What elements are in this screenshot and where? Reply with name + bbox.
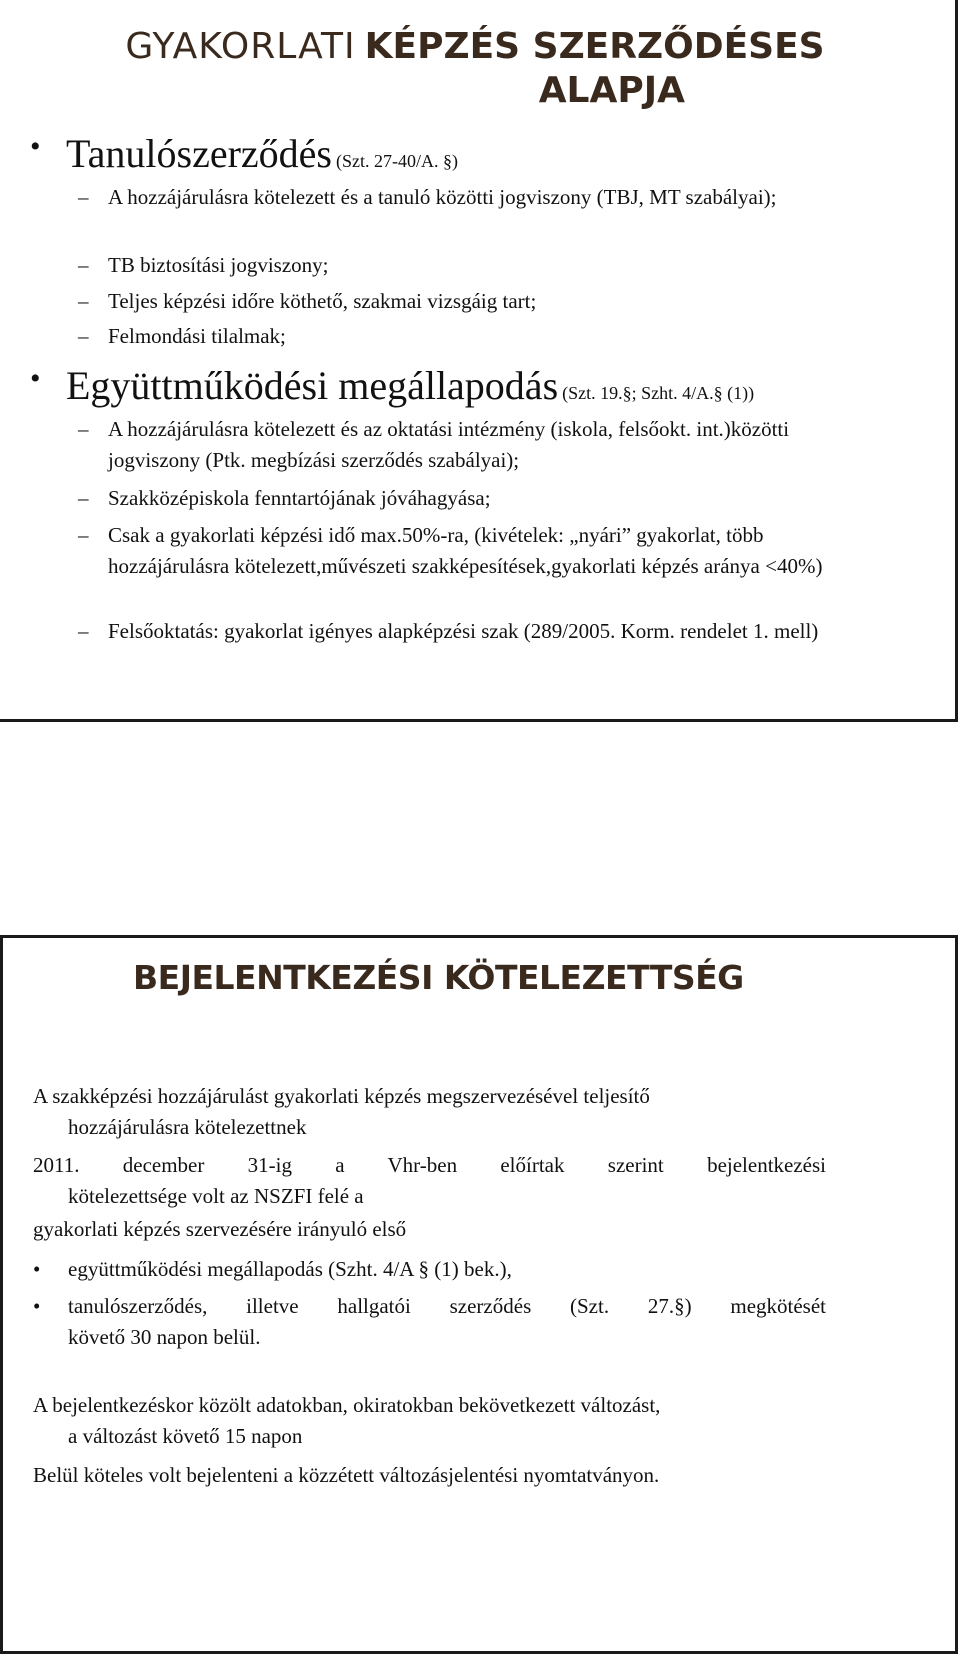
bullet-dot-icon: • bbox=[30, 362, 41, 395]
paragraph-1 bbox=[33, 1081, 863, 1143]
title-bold-part-1: KÉPZÉS SZERZŐDÉSES bbox=[364, 26, 825, 67]
sub-item-text: Csak a gyakorlati képzési idő max.50%-ra, (kivételek: „nyári” gyakorlat, több hozzájárulásra kötelezett,művészeti szakképesítések,gyakorlati képzés aránya <40%) bbox=[108, 523, 823, 578]
sub-item: – Felsőoktatás: gyakorlat igényes alapképzési szak (289/2005. Korm. rendelet 1. mell) bbox=[78, 616, 878, 647]
paragraph-3: gyakorlati képzés szervezésére irányuló első bbox=[33, 1217, 407, 1241]
list-item-text: tanulószerződés, illetve hallgatói szerződés (Szt. 27.§) megkötését bbox=[68, 1294, 826, 1318]
sub-item: – Felmondási tilalmak; bbox=[78, 321, 878, 352]
list-item-text-continued: követő 30 napon belül. bbox=[68, 1325, 261, 1349]
sub-item-text: A hozzájárulásra kötelezett és a tanuló közötti jogviszony (TBJ, MT szabályai); bbox=[108, 185, 777, 209]
title-light-part: GYAKORLATI bbox=[125, 26, 356, 67]
sub-item-text: Felsőoktatás: gyakorlat igényes alapképzési szak (289/2005. Korm. rendelet 1. mell) bbox=[108, 619, 819, 643]
paragraph-1-line-2: hozzájárulásra kötelezettnek bbox=[68, 1115, 307, 1139]
sub-item-text: Teljes képzési időre köthető, szakmai vizsgáig tart; bbox=[108, 289, 537, 313]
sub-item: – A hozzájárulásra kötelezett és a tanuló közötti jogviszony (TBJ, MT szabályai); bbox=[78, 182, 878, 213]
bullet-main-text: Tanulószerződés bbox=[66, 131, 332, 176]
bullet-ref-text: (Szt. 19.§; Szht. 4/A.§ (1)) bbox=[562, 383, 755, 403]
sub-item: – TB biztosítási jogviszony; bbox=[78, 250, 878, 281]
bullet-main-text: Együttműködési megállapodás bbox=[66, 363, 559, 408]
paragraph-1-line-1: A szakképzési hozzájárulást gyakorlati képzés megszervezésével teljesítő bbox=[33, 1084, 650, 1108]
slide-2-title: BEJELENTKEZÉSI KÖTELEZETTSÉG bbox=[133, 958, 744, 997]
bullet-ref-text: (Szt. 27-40/A. §) bbox=[335, 151, 458, 171]
sub-item-text: A hozzájárulásra kötelezett és az oktatási intézmény (iskola, felsőokt. int.)közötti jogviszony (Ptk. megbízási szerződés szabályai); bbox=[108, 417, 790, 472]
title-bold-part-2: ALAPJA bbox=[538, 70, 685, 111]
sub-item: – A hozzájárulásra kötelezett és az oktatási intézmény (iskola, felsőokt. int.)közötti jogviszony (Ptk. megbízási szerződés szabályai); bbox=[78, 414, 878, 476]
bullet-dot-icon: • bbox=[30, 130, 41, 163]
slide-2 bbox=[0, 935, 958, 1654]
paragraph-2 bbox=[33, 1150, 863, 1212]
paragraph-2-line-1: 2011. december 31-ig a Vhr-ben előírtak szerint bejelentkezési bbox=[33, 1153, 826, 1177]
sub-item-text: Felmondási tilalmak; bbox=[108, 324, 286, 348]
list-item-text: együttműködési megállapodás (Szht. 4/A § (1) bek.), bbox=[68, 1257, 512, 1281]
slide-1-title bbox=[125, 24, 825, 113]
sub-item: – Csak a gyakorlati képzési idő max.50%-ra, (kivételek: „nyári” gyakorlat, több hozzájárulásra kötelezett,művészeti szakképesítések,gyakorlati képzés aránya <40%) bbox=[78, 520, 878, 582]
bullet-dot-icon: • bbox=[33, 1257, 41, 1281]
sub-item: – Szakközépiskola fenntartójának jóváhagyása; bbox=[78, 483, 878, 514]
paragraph-4 bbox=[33, 1390, 863, 1452]
paragraph-4-line-1: A bejelentkezéskor közölt adatokban, okiratokban bekövetkezett változást, bbox=[33, 1393, 661, 1417]
list-item bbox=[33, 1291, 863, 1353]
sub-item-text: Szakközépiskola fenntartójának jóváhagyása; bbox=[108, 486, 491, 510]
paragraph-2-line-2: kötelezettsége volt az NSZFI felé a bbox=[68, 1184, 364, 1208]
paragraph-5: Belül köteles volt bejelenteni a közzétett változásjelentési nyomtatványon. bbox=[33, 1463, 660, 1487]
sub-item-text: TB biztosítási jogviszony; bbox=[108, 253, 329, 277]
list-item bbox=[33, 1254, 863, 1285]
bullet-dot-icon: • bbox=[33, 1294, 41, 1318]
paragraph-4-line-2: a változást követő 15 napon bbox=[68, 1424, 303, 1448]
sub-item: – Teljes képzési időre köthető, szakmai vizsgáig tart; bbox=[78, 286, 878, 317]
slide-1 bbox=[0, 0, 958, 722]
